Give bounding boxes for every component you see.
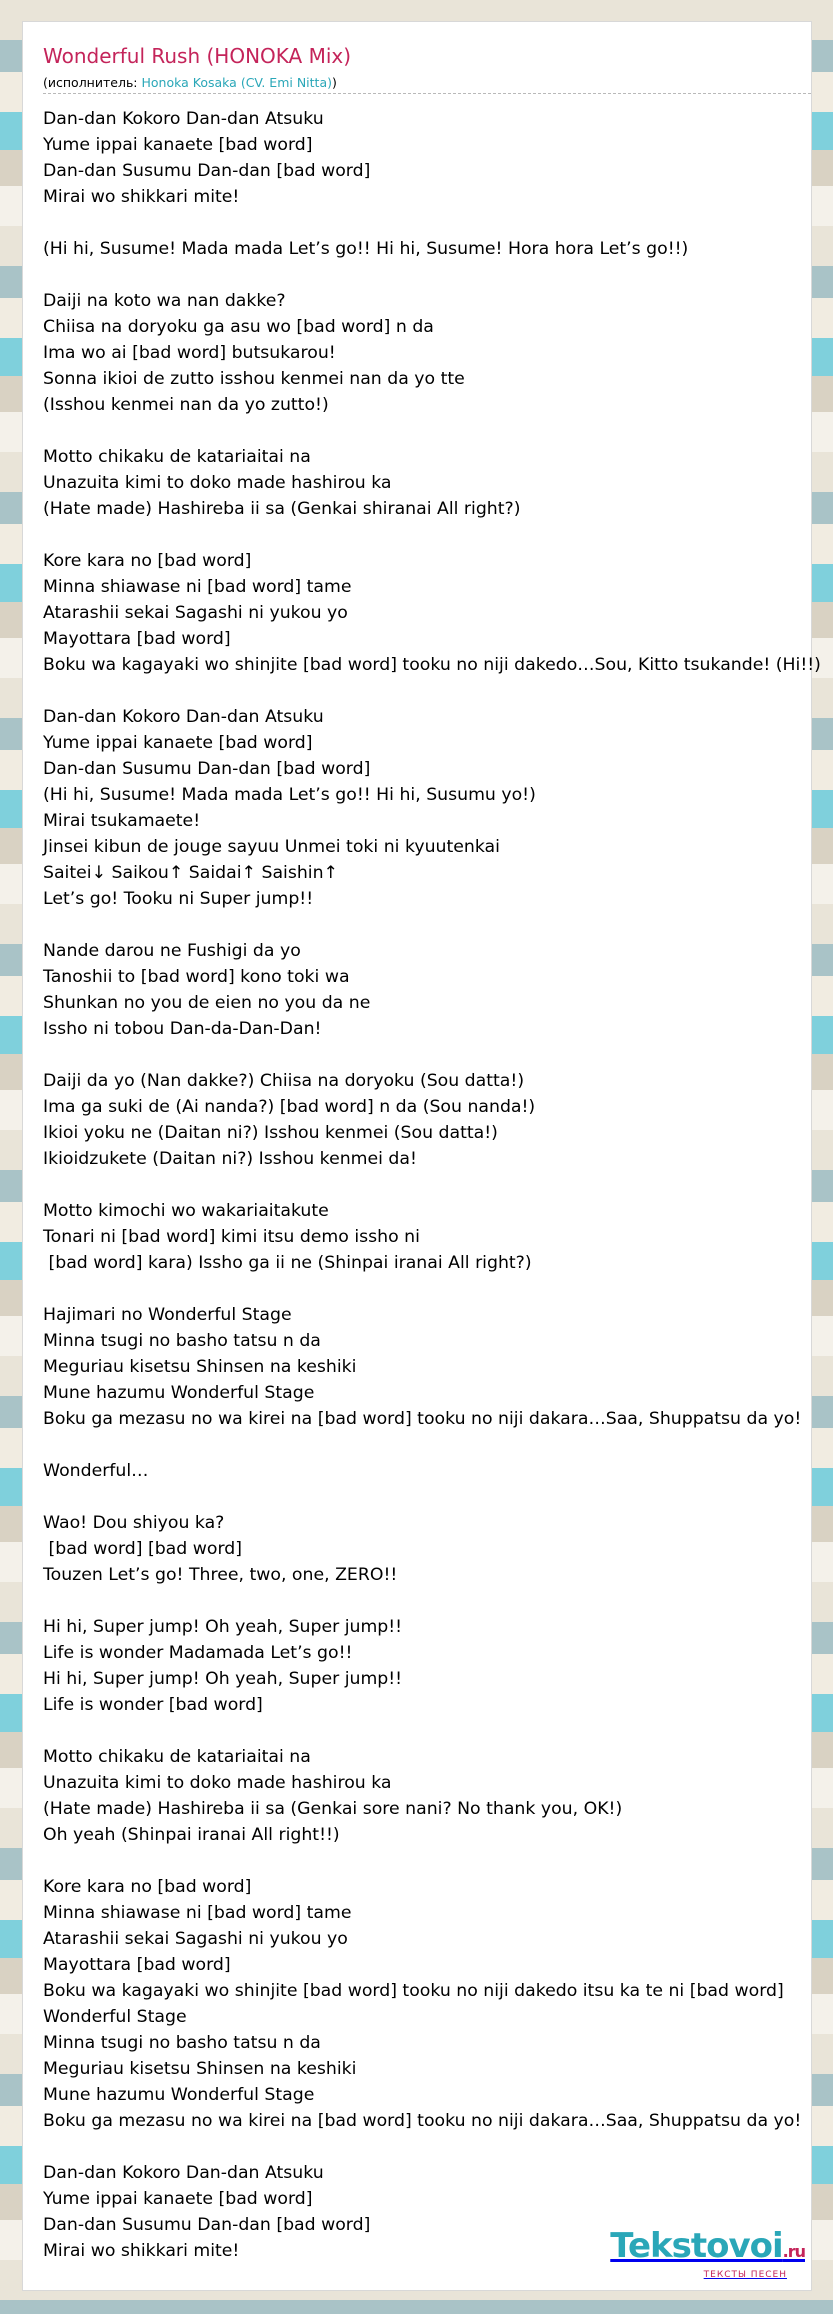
- artist-prefix: (исполнитель:: [43, 75, 142, 90]
- lyric-line: Ikioi yoku ne (Daitan ni?) Isshou kenmei (Sou datta!): [43, 1123, 498, 1143]
- logo-tld: .ru: [782, 2242, 805, 2261]
- lyric-line: (Hi hi, Susume! Mada mada Let’s go!! Hi hi, Susume! Hora hora Let’s go!!): [43, 239, 689, 259]
- lyric-line: Wao! Dou shiyou ka?: [43, 1513, 225, 1533]
- lyric-line: (Hate made) Hashireba ii sa (Genkai shiranai All right?): [43, 499, 521, 519]
- logo-wordmark: [610, 2228, 805, 2270]
- lyric-line: Meguriau kisetsu Shinsen na keshiki: [43, 1357, 357, 1377]
- lyric-line: Minna tsugi no basho tatsu n da: [43, 1331, 321, 1351]
- lyric-line: Oh yeah (Shinpai iranai All right!!): [43, 1825, 340, 1845]
- lyric-line: Nande darou ne Fushigi da yo: [43, 941, 301, 961]
- lyric-line: [bad word] [bad word]: [43, 1539, 242, 1559]
- lyric-line: Mune hazumu Wonderful Stage: [43, 1383, 315, 1403]
- lyric-line: Sonna ikioi de zutto isshou kenmei nan da yo tte: [43, 369, 465, 389]
- logo-name: Tekstovoi: [610, 2226, 783, 2266]
- title-divider: [43, 93, 811, 94]
- lyric-line: Hi hi, Super jump! Oh yeah, Super jump!!: [43, 1669, 403, 1689]
- lyric-line: Yume ippai kanaete [bad word]: [43, 2189, 313, 2209]
- lyric-blank-line: [43, 1042, 823, 1068]
- lyric-line: Life is wonder [bad word]: [43, 1695, 263, 1715]
- lyric-line: Unazuita kimi to doko made hashirou ka: [43, 1773, 392, 1793]
- lyric-blank-line: [43, 210, 823, 236]
- lyric-line: Boku ga mezasu no wa kirei na [bad word] tooku no niji dakara…Saa, Shuppatsu da yo!: [43, 2111, 802, 2131]
- lyric-line: Boku wa kagayaki wo shinjite [bad word] tooku no niji dakedo…Sou, Kitto tsukande! (Hi!!): [43, 655, 821, 675]
- lyric-line: Minna tsugi no basho tatsu n da: [43, 2033, 321, 2053]
- lyric-line: (Isshou kenmei nan da yo zutto!): [43, 395, 329, 415]
- lyric-blank-line: [43, 1484, 823, 1510]
- lyric-line: Atarashii sekai Sagashi ni yukou yo: [43, 603, 348, 623]
- lyric-blank-line: [43, 1432, 823, 1458]
- lyric-line: Dan-dan Kokoro Dan-dan Atsuku: [43, 2163, 324, 2183]
- lyric-line: Motto chikaku de katariaitai na: [43, 1747, 311, 1767]
- lyric-line: Shunkan no you de eien no you da ne: [43, 993, 371, 1013]
- lyric-line: Dan-dan Kokoro Dan-dan Atsuku: [43, 707, 324, 727]
- lyric-line: Kore kara no [bad word]: [43, 1877, 252, 1897]
- lyric-blank-line: [43, 1276, 823, 1302]
- lyric-line: Minna shiawase ni [bad word] tame: [43, 1903, 352, 1923]
- lyric-line: Kore kara no [bad word]: [43, 551, 252, 571]
- lyric-line: Issho ni tobou Dan-da-Dan-Dan!: [43, 1019, 322, 1039]
- lyric-line: Mayottara [bad word]: [43, 1955, 231, 1975]
- lyric-line: Ikioidzukete (Daitan ni?) Isshou kenmei da!: [43, 1149, 417, 1169]
- lyric-blank-line: [43, 262, 823, 288]
- lyric-blank-line: [43, 912, 823, 938]
- lyric-line: Life is wonder Madamada Let’s go!!: [43, 1643, 353, 1663]
- lyric-line: Boku ga mezasu no wa kirei na [bad word] tooku no niji dakara…Saa, Shuppatsu da yo!: [43, 1409, 802, 1429]
- lyric-line: Tonari ni [bad word] kimi itsu demo issho ni: [43, 1227, 420, 1247]
- lyric-line: Boku wa kagayaki wo shinjite [bad word] tooku no niji dakedo itsu ka te ni [bad word]: [43, 1981, 784, 2001]
- lyric-line: Touzen Let’s go! Three, two, one, ZERO!!: [43, 1565, 398, 1585]
- lyric-line: Wonderful…: [43, 1461, 149, 1481]
- lyric-line: Mayottara [bad word]: [43, 629, 231, 649]
- lyric-blank-line: [43, 522, 823, 548]
- lyric-line: Mirai wo shikkari mite!: [43, 187, 240, 207]
- lyric-blank-line: [43, 678, 823, 704]
- lyric-line: Atarashii sekai Sagashi ni yukou yo: [43, 1929, 348, 1949]
- lyric-line: Yume ippai kanaete [bad word]: [43, 733, 313, 753]
- artist-suffix: ): [332, 75, 337, 90]
- lyric-blank-line: [43, 418, 823, 444]
- lyric-line: Daiji da yo (Nan dakke?) Chiisa na doryoku (Sou datta!): [43, 1071, 525, 1091]
- lyric-line: Saitei↓ Saikou↑ Saidai↑ Saishin↑: [43, 863, 339, 883]
- lyric-line: Hajimari no Wonderful Stage: [43, 1305, 292, 1325]
- lyric-line: Ima ga suki de (Ai nanda?) [bad word] n da (Sou nanda!): [43, 1097, 536, 1117]
- lyric-line: Minna shiawase ni [bad word] tame: [43, 577, 352, 597]
- lyric-line: Dan-dan Susumu Dan-dan [bad word]: [43, 759, 371, 779]
- lyric-line: [bad word] kara) Issho ga ii ne (Shinpai iranai All right?): [43, 1253, 532, 1273]
- logo-tagline: ТЕКСТЫ ПЕСЕН: [703, 2270, 787, 2280]
- lyric-blank-line: [43, 2134, 823, 2160]
- lyric-line: Daiji na koto wa nan dakke?: [43, 291, 286, 311]
- lyric-line: Dan-dan Kokoro Dan-dan Atsuku: [43, 109, 324, 129]
- lyric-blank-line: [43, 1718, 823, 1744]
- lyric-blank-line: [43, 1588, 823, 1614]
- lyric-line: Motto chikaku de katariaitai na: [43, 447, 311, 467]
- lyric-line: Dan-dan Susumu Dan-dan [bad word]: [43, 2215, 371, 2235]
- lyric-line: Meguriau kisetsu Shinsen na keshiki: [43, 2059, 357, 2079]
- lyric-line: Mune hazumu Wonderful Stage: [43, 2085, 315, 2105]
- lyric-blank-line: [43, 1172, 823, 1198]
- lyric-line: Dan-dan Susumu Dan-dan [bad word]: [43, 161, 371, 181]
- lyric-line: (Hi hi, Susume! Mada mada Let’s go!! Hi hi, Susumu yo!): [43, 785, 536, 805]
- lyric-line: Mirai wo shikkari mite!: [43, 2241, 240, 2261]
- lyrics-card: [22, 21, 821, 2291]
- song-title: Wonderful Rush (HONOKA Mix): [43, 44, 352, 68]
- lyric-line: Chiisa na doryoku ga asu wo [bad word] n da: [43, 317, 434, 337]
- lyric-line: Hi hi, Super jump! Oh yeah, Super jump!!: [43, 1617, 403, 1637]
- lyric-line: Mirai tsukamaete!: [43, 811, 201, 831]
- lyric-line: Yume ippai kanaete [bad word]: [43, 135, 313, 155]
- lyric-line: Wonderful Stage: [43, 2007, 187, 2027]
- site-logo[interactable]: [610, 2228, 805, 2280]
- artist-line: [43, 75, 337, 90]
- lyric-line: Let’s go! Tooku ni Super jump!!: [43, 889, 314, 909]
- lyric-line: Motto kimochi wo wakariaitakute: [43, 1201, 329, 1221]
- lyrics-text: [43, 106, 823, 2264]
- lyric-blank-line: [43, 1848, 823, 1874]
- lyric-line: Jinsei kibun de jouge sayuu Unmei toki ni kyuutenkai: [43, 837, 500, 857]
- lyric-line: Tanoshii to [bad word] kono toki wa: [43, 967, 350, 987]
- lyric-line: Ima wo ai [bad word] butsukarou!: [43, 343, 336, 363]
- lyric-line: Unazuita kimi to doko made hashirou ka: [43, 473, 392, 493]
- artist-link[interactable]: Honoka Kosaka (CV. Emi Nitta): [141, 75, 332, 90]
- lyric-line: (Hate made) Hashireba ii sa (Genkai sore nani? No thank you, OK!): [43, 1799, 623, 1819]
